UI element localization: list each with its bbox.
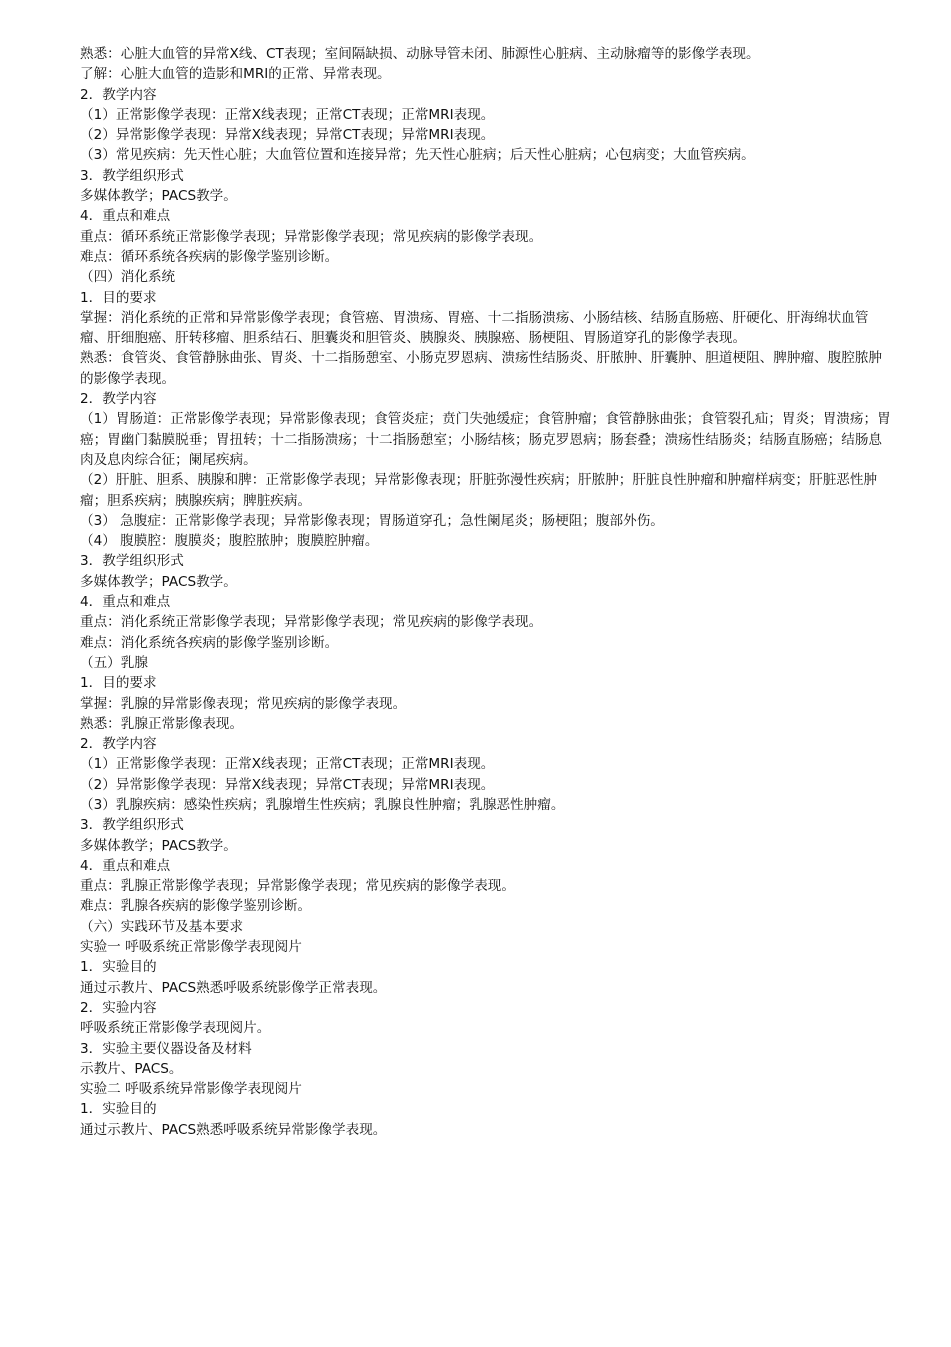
paragraph-line: 难点：乳腺各疾病的影像学鉴别诊断。 — [80, 898, 312, 915]
paragraph-line: （1）正常影像学表现：正常X线表现；正常CT表现；正常MRI表现。 — [80, 106, 495, 123]
paragraph-line: 通过示教片、PACS熟悉呼吸系统影像学正常表现。 — [80, 979, 387, 996]
section-heading: 4．重点和难点 — [80, 857, 171, 874]
paragraph-line: 熟悉：心脏大血管的异常X线、CT表现；室间隔缺损、动脉导管未闭、肺源性心脏病、主动脉瘤等的影像学表现。 — [80, 46, 760, 62]
chapter-heading: （五）乳腺 — [80, 654, 148, 671]
paragraph-line: 难点：循环系统各疾病的影像学鉴别诊断。 — [80, 248, 339, 265]
paragraph-block: （2）肝脏、胆系、胰腺和脾：正常影像学表现；异常影像表现；肝脏弥漫性疾病；肝脓肿；肝脏良性肿瘤和肿瘤样病变；肝脏恶性肿瘤；胆系疾病；胰腺疾病；脾脏疾病。 — [80, 472, 878, 509]
paragraph-line: 呼吸系统正常影像学表现阅片。 — [80, 1020, 271, 1037]
paragraph-line: 多媒体教学；PACS教学。 — [80, 188, 237, 205]
chapter-heading: （六）实践环节及基本要求 — [80, 918, 244, 935]
paragraph-line: 了解：心脏大血管的造影和MRI的正常、异常表现。 — [80, 66, 391, 83]
experiment-title: 实验二 呼吸系统异常影像学表现阅片 — [80, 1081, 302, 1098]
section-heading: 2．实验内容 — [80, 999, 157, 1016]
chapter-heading: （四）消化系统 — [80, 269, 176, 286]
section-heading: 1．目的要求 — [80, 675, 157, 692]
section-heading: 3．教学组织形式 — [80, 553, 184, 570]
paragraph-line: （3）乳腺疾病：感染性疾病；乳腺增生性疾病；乳腺良性肿瘤；乳腺恶性肿瘤。 — [80, 796, 565, 813]
paragraph-line: 示教片、PACS。 — [80, 1060, 183, 1077]
section-heading: 2．教学内容 — [80, 736, 157, 753]
paragraph-line: 熟悉：乳腺正常影像表现。 — [80, 715, 244, 732]
experiment-title: 实验一 呼吸系统正常影像学表现阅片 — [80, 939, 302, 956]
paragraph-line: 多媒体教学；PACS教学。 — [80, 573, 237, 590]
section-heading: 2．教学内容 — [80, 86, 157, 103]
paragraph-line: （3）常见疾病：先天性心脏；大血管位置和连接异常；先天性心脏病；后天性心脏病；心包病变；大血管疾病。 — [80, 147, 755, 164]
paragraph-line: 多媒体教学；PACS教学。 — [80, 837, 237, 854]
section-heading: 1．实验目的 — [80, 959, 157, 976]
section-heading: 2．教学内容 — [80, 391, 157, 408]
paragraph-line: 掌握：乳腺的异常影像表现；常见疾病的影像学表现。 — [80, 695, 407, 712]
paragraph-line: （2）异常影像学表现：异常X线表现；异常CT表现；异常MRI表现。 — [80, 127, 495, 144]
section-heading: 4．重点和难点 — [80, 594, 171, 611]
paragraph-block: 熟悉：食管炎、食管静脉曲张、胃炎、十二指肠憩室、小肠克罗恩病、溃疡性结肠炎、肝脓肿、肝囊肿、胆道梗阻、脾肿瘤、腹腔脓肿的影像学表现。 — [80, 350, 883, 387]
section-heading: 1．目的要求 — [80, 289, 157, 306]
paragraph-line: （3） 急腹症：正常影像学表现；异常影像表现；胃肠道穿孔；急性阑尾炎；肠梗阻；腹部外伤。 — [80, 512, 664, 529]
section-heading: 3．教学组织形式 — [80, 167, 184, 184]
document-page — [80, 44, 895, 1140]
paragraph-line: （4） 腹膜腔：腹膜炎；腹腔脓肿；腹膜腔肿瘤。 — [80, 533, 379, 550]
section-heading: 1．实验目的 — [80, 1101, 157, 1118]
paragraph-line: 通过示教片、PACS熟悉呼吸系统异常影像学表现。 — [80, 1121, 387, 1138]
paragraph-line: 重点：消化系统正常影像学表现；异常影像学表现；常见疾病的影像学表现。 — [80, 614, 543, 631]
paragraph-line: （2）异常影像学表现：异常X线表现；异常CT表现；异常MRI表现。 — [80, 776, 495, 793]
section-heading: 3．实验主要仪器设备及材料 — [80, 1040, 252, 1057]
paragraph-line: 难点：消化系统各疾病的影像学鉴别诊断。 — [80, 634, 339, 651]
paragraph-block: 掌握：消化系统的正常和异常影像学表现；食管癌、胃溃疡、胃癌、十二指肠溃疡、小肠结核、结肠直肠癌、肝硬化、肝海绵状血管瘤、肝细胞癌、肝转移瘤、胆系结石、胆囊炎和胆管炎、胰腺炎、胰腺癌、肠梗阻、胃肠道穿孔的影像学表现。 — [80, 309, 869, 347]
paragraph-line: （1）正常影像学表现：正常X线表现；正常CT表现；正常MRI表现。 — [80, 756, 495, 773]
section-heading: 4．重点和难点 — [80, 208, 171, 225]
paragraph-line: 重点：乳腺正常影像学表现；异常影像学表现；常见疾病的影像学表现。 — [80, 878, 515, 895]
section-heading: 3．教学组织形式 — [80, 817, 184, 834]
paragraph-line: 重点：循环系统正常影像学表现；异常影像学表现；常见疾病的影像学表现。 — [80, 228, 543, 245]
paragraph-block: （1）胃肠道：正常影像学表现；异常影像表现；食管炎症；贲门失弛缓症；食管肿瘤；食管静脉曲张；食管裂孔疝；胃炎；胃溃疡；胃癌；胃幽门黏膜脱垂；胃扭转；十二指肠溃疡；十二指肠憩室；小肠结核；肠克罗恩病；肠套叠；溃疡性结肠炎；结肠直肠癌；结肠息肉及息肉综合征；阑尾疾病。 — [80, 411, 891, 468]
